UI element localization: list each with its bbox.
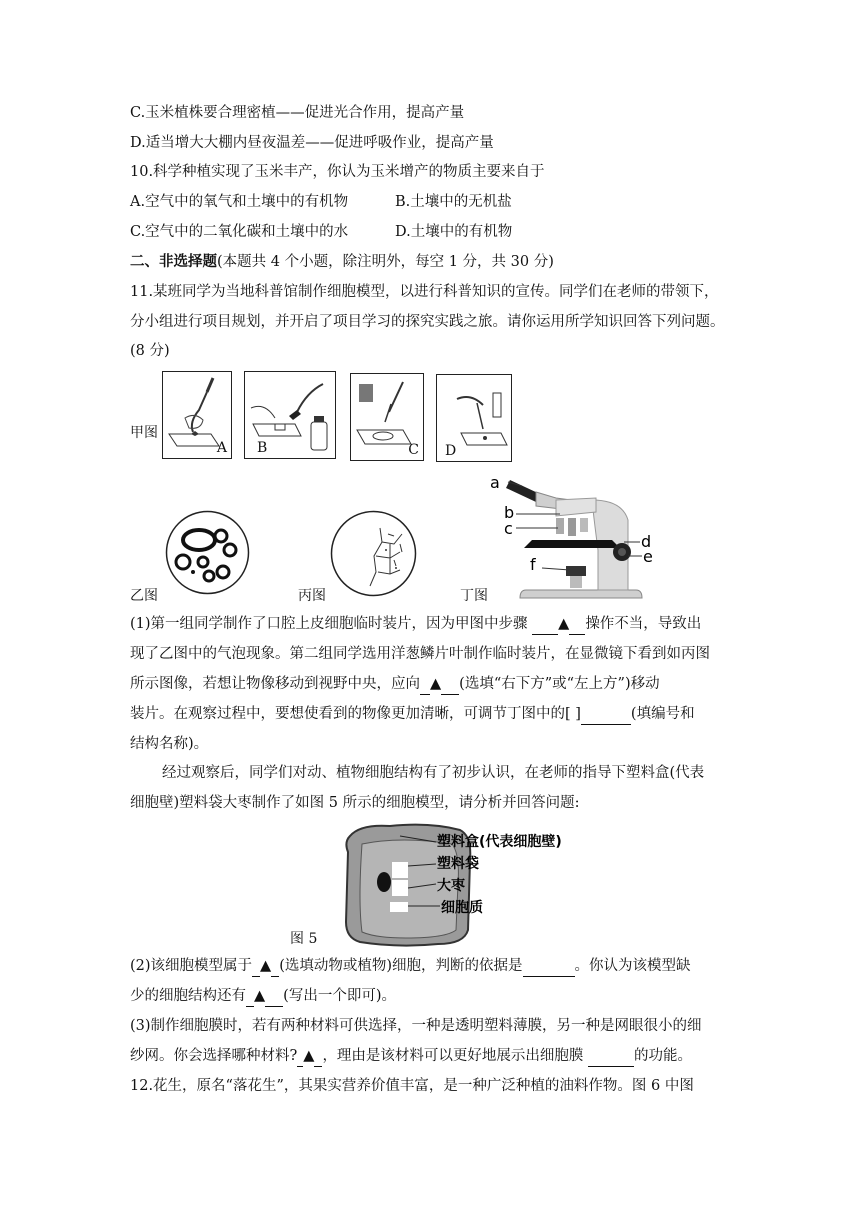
q3-text-a: 纱网。你会选择哪种材料? — [130, 1048, 298, 1064]
question-12: 12.花生，原名“落花生”，其果实营养价值丰富，是一种广泛种植的油料作物。图 6 中图 — [130, 1078, 694, 1094]
fig5-cell-model — [340, 822, 580, 948]
q1-text-b: 操作不当，导致出 — [585, 616, 702, 632]
step-c-letter: C — [408, 442, 419, 458]
fig-bing-cells — [330, 510, 417, 597]
q2-triangle-1: ▲ — [260, 958, 272, 974]
fig5-label-cytoplasm: 细胞质 — [441, 900, 483, 916]
onion-cells-drawing — [330, 510, 417, 597]
question-11-line2: 分小组进行项目规划，并开启了项目学习的探究实践之旅。请你运用所学知识回答下列问题。 — [130, 314, 725, 330]
cell-model-drawing — [340, 822, 580, 948]
q2-text-a: (2)该细胞模型属于 — [130, 958, 253, 974]
section-note: (本题共 4 个小题，除注明外，每空 1 分，共 30 分) — [217, 254, 554, 270]
step-a-panel — [162, 371, 232, 459]
fig-yi-bubbles — [165, 510, 250, 595]
step-d-letter: D — [445, 443, 457, 459]
q10-option-d: D.土壤中的有机物 — [395, 224, 513, 240]
q2-line2 — [130, 986, 396, 1007]
q2-blank-1[interactable] — [252, 956, 260, 977]
micro-label-b: b — [504, 503, 515, 522]
fig-jia-label: 甲图 — [130, 425, 158, 441]
q1-blank-2b — [441, 674, 459, 695]
q1-line5: 结构名称)。 — [130, 736, 209, 752]
q3-text-b: ，理由是该材料可以更好地展示出细胞膜 — [322, 1048, 589, 1064]
fig-bing-label: 丙图 — [298, 588, 326, 604]
q3-triangle: ▲ — [303, 1048, 315, 1064]
q1-line1 — [130, 614, 701, 635]
question-11-points: (8 分) — [130, 343, 170, 359]
step-c-panel — [350, 373, 424, 461]
q1-line3 — [130, 674, 660, 695]
q2-blank-1b — [271, 956, 279, 977]
q1-text-e: 装片。在观察过程中，要想使看到的物像更加清晰，可调节丁图中的[ ] — [130, 706, 581, 722]
step-b-panel — [244, 371, 336, 459]
q1-text-c: 所示图像，若想让物像移动到视野中央，应向 — [130, 676, 420, 692]
micro-label-d: d — [641, 532, 652, 551]
micro-label-e: e — [643, 547, 653, 566]
q3-line1: (3)制作细胞膜时，若有两种材料可供选择，一种是透明塑料薄膜，另一种是网眼很小的细 — [130, 1018, 702, 1034]
q2-text-c: 。你认为该模型缺 — [574, 958, 691, 974]
q3-blank-2[interactable] — [588, 1046, 634, 1067]
microscope-drawing — [486, 470, 662, 604]
micro-label-a: a — [490, 473, 500, 492]
q1-line2: 现了乙图中的气泡现象。第二组同学选用洋葱鳞片叶制作临时装片，在显微镜下看到如丙图 — [130, 646, 710, 662]
q3-text-c: 的功能。 — [634, 1048, 693, 1064]
fig5-label-wall: 塑料盒(代表细胞壁) — [437, 834, 562, 850]
fig-ding-label: 丁图 — [460, 588, 488, 604]
q1-text-a: (1)第一组同学制作了口腔上皮细胞临时装片，因为甲图中步骤 — [130, 616, 533, 632]
question-10: 10.科学种植实现了玉米丰产，你认为玉米增产的物质主要来自于 — [130, 164, 545, 180]
bubble-view-drawing — [165, 510, 250, 595]
q3-line2 — [130, 1046, 692, 1067]
question-11-line1: 11.某班同学为当地科普馆制作细胞模型，以进行科普知识的宣传。同学们在老师的带领下， — [130, 284, 719, 300]
paragraph-model-2: 细胞壁)塑料袋大枣制作了如图 5 所示的细胞模型，请分析并回答问题: — [130, 795, 580, 811]
micro-label-f: f — [530, 555, 536, 574]
q2-text-e: (写出一个即可)。 — [283, 988, 396, 1004]
fig5-label-bag: 塑料袋 — [437, 856, 479, 872]
option-d-line: D.适当增大大棚内昼夜温差——促进呼吸作业，提高产量 — [130, 135, 494, 151]
step-b-letter: B — [257, 440, 268, 456]
paragraph-model-1: 经过观察后，同学们对动、植物细胞结构有了初步认识，在老师的指导下塑料盒(代表 — [162, 765, 705, 781]
section-title: 二、非选择题 — [130, 253, 217, 270]
q1-blank-2[interactable] — [420, 674, 430, 695]
q1-blank-1b — [569, 614, 585, 635]
microscope-figure — [486, 470, 662, 604]
q2-blank-3b — [265, 986, 283, 1007]
q1-triangle-1: ▲ — [558, 616, 570, 632]
section-heading — [130, 252, 554, 272]
option-c-line: C.玉米植株要合理密植——促进光合作用，提高产量 — [130, 105, 465, 121]
step-d-panel — [436, 374, 512, 462]
q2-text-d: 少的细胞结构还有 — [130, 988, 246, 1004]
q2-line1 — [130, 956, 691, 977]
step-a-letter: A — [216, 440, 227, 456]
q1-triangle-2: ▲ — [430, 676, 442, 692]
q2-text-b: (选填动物或植物)细胞，判断的依据是 — [279, 958, 523, 974]
q1-text-f: (填编号和 — [630, 706, 695, 722]
micro-label-c: c — [504, 519, 513, 538]
q10-option-c: C.空气中的二氧化碳和土壤中的水 — [130, 224, 349, 240]
q2-blank-3[interactable] — [246, 986, 254, 1007]
q1-text-d: (选填“右下方”或“左上方”)移动 — [459, 676, 660, 692]
fig5-caption: 图 5 — [290, 931, 318, 947]
q1-line4 — [130, 704, 695, 725]
q10-option-b: B.土壤中的无机盐 — [395, 194, 512, 210]
q10-option-a: A.空气中的氧气和土壤中的有机物 — [130, 194, 349, 210]
q2-blank-2[interactable] — [523, 956, 575, 977]
fig-yi-label: 乙图 — [130, 588, 158, 604]
q1-blank-1[interactable] — [532, 614, 558, 635]
q2-triangle-2: ▲ — [254, 988, 266, 1004]
fig5-label-date: 大枣 — [437, 878, 465, 894]
q1-blank-3[interactable] — [581, 704, 631, 725]
